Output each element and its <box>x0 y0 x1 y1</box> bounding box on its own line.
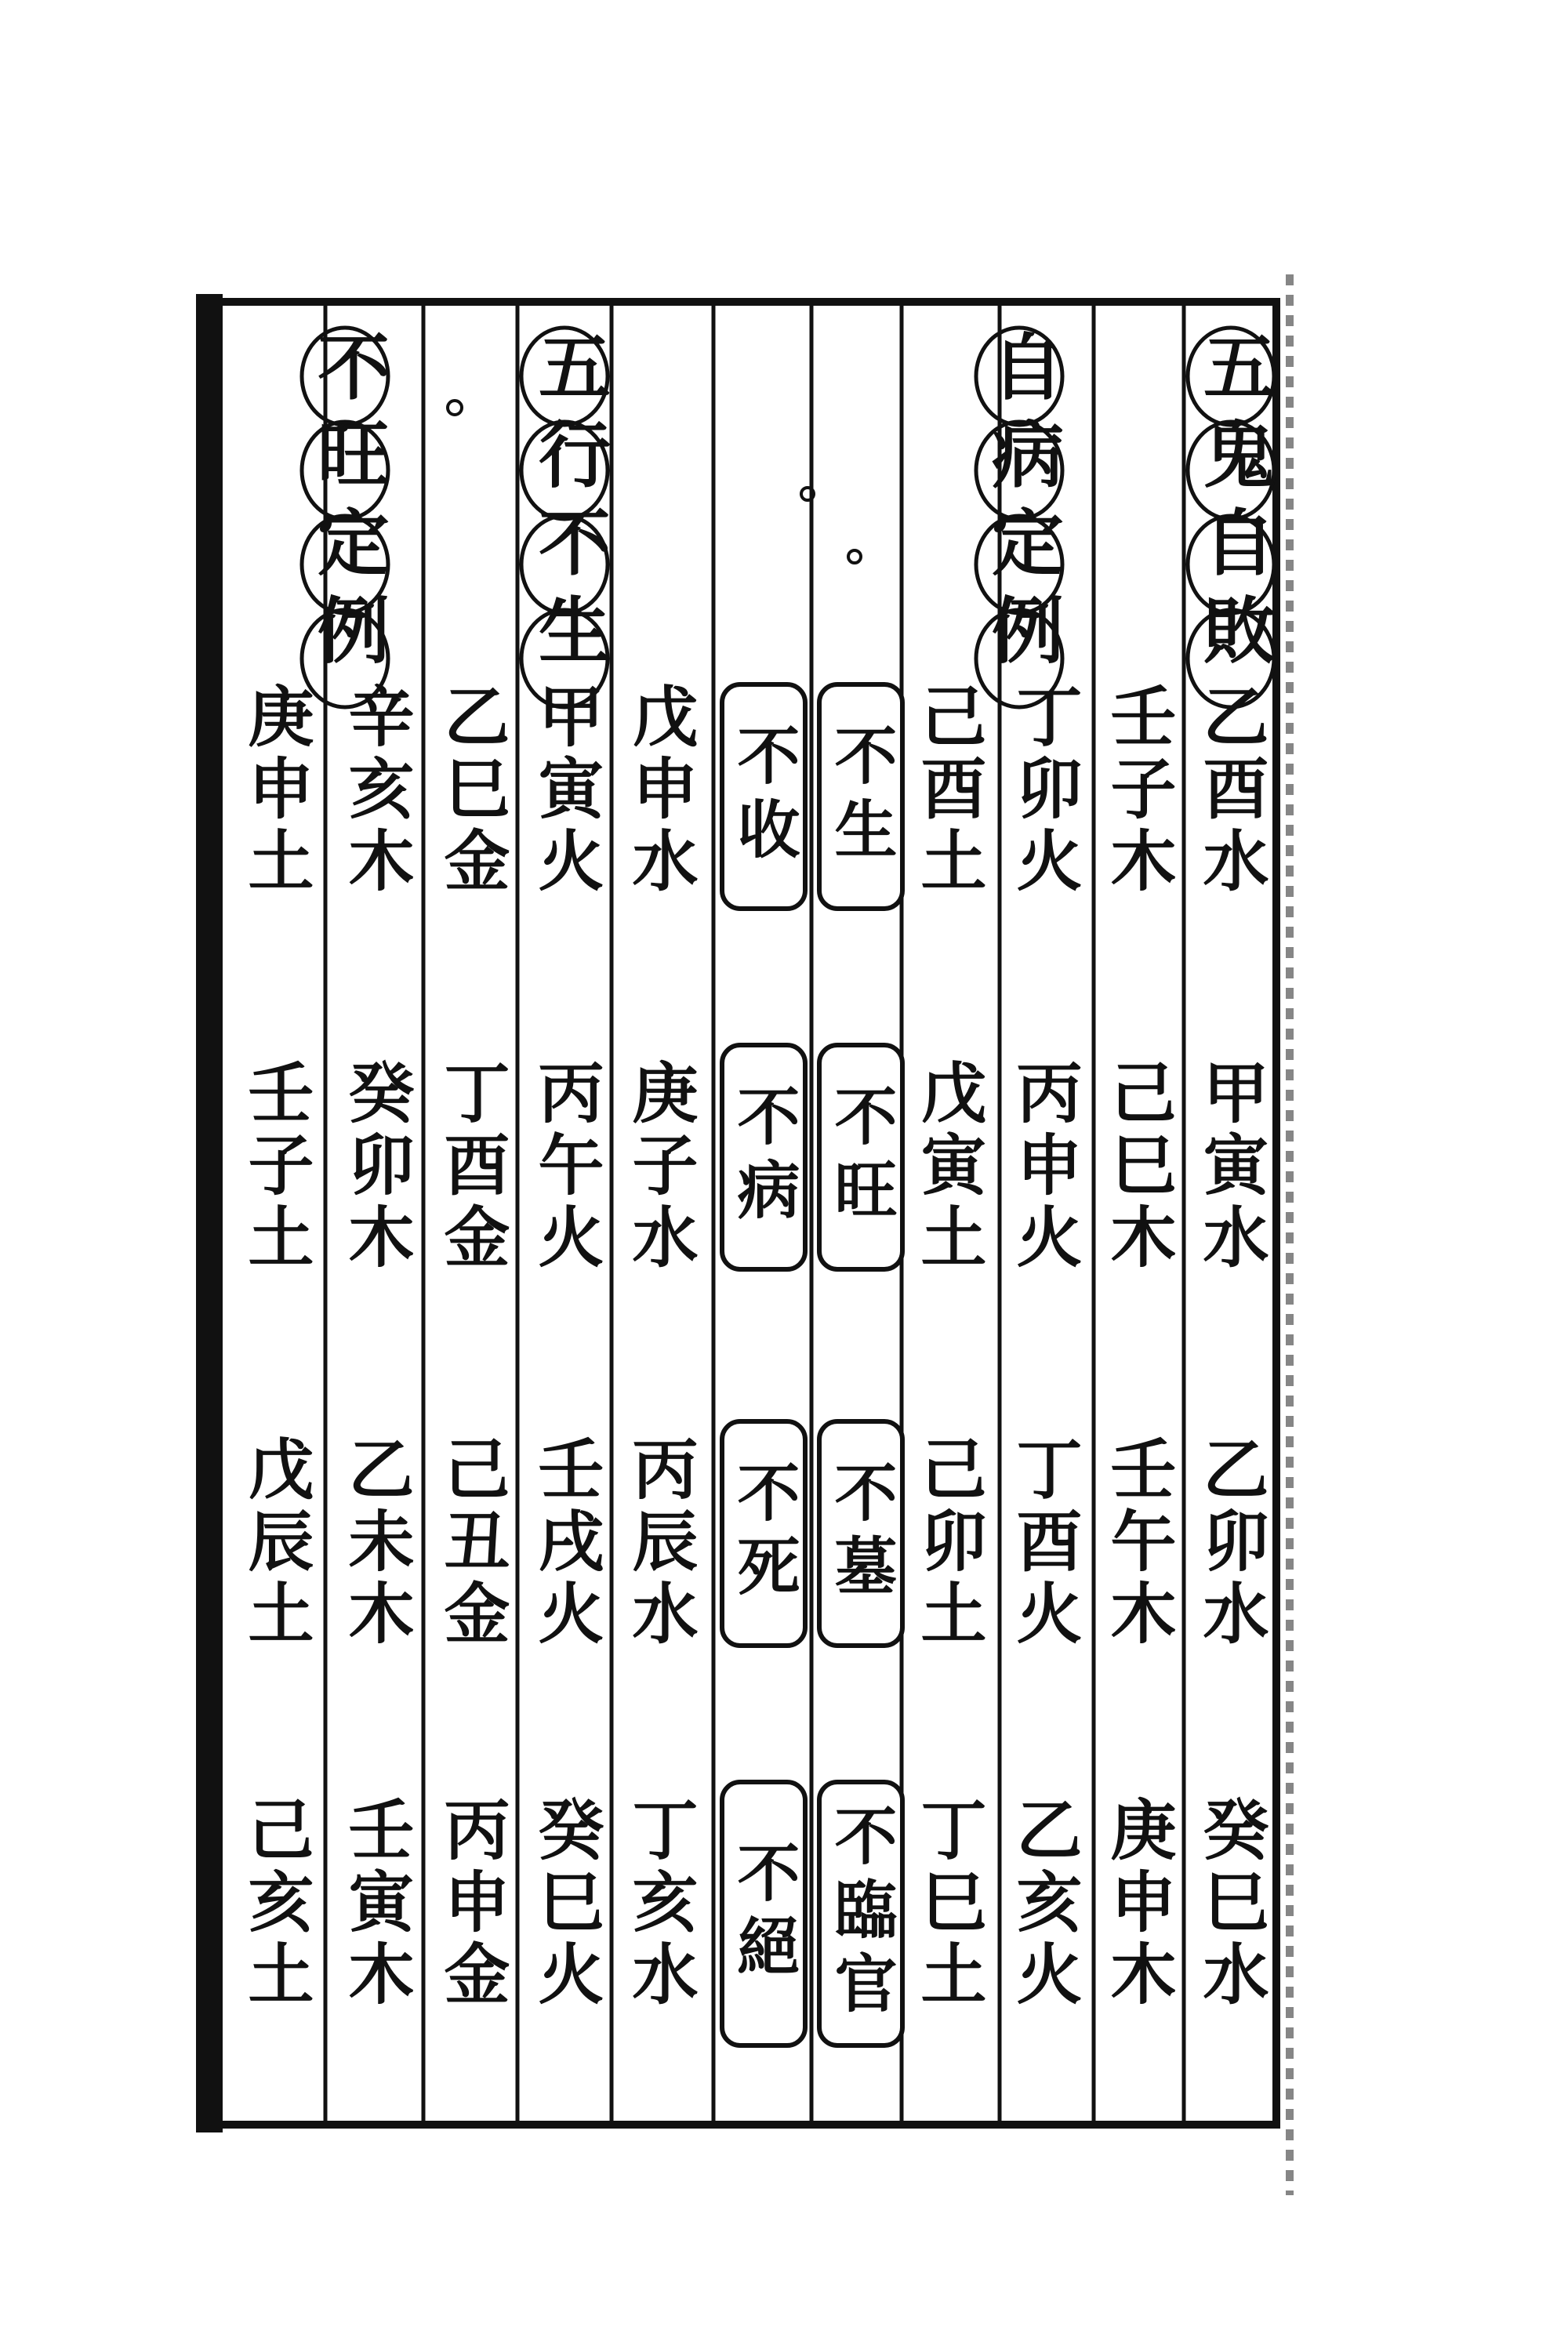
label-bu-mu: 不墓 <box>817 1419 905 1648</box>
cell: 庚申土 <box>238 682 315 898</box>
cell: 壬寅木 <box>338 1795 416 2012</box>
cell: 己卯土 <box>910 1435 988 1651</box>
label-bu-sheng: 不生 <box>817 682 905 911</box>
cell: 壬子木 <box>1100 682 1178 898</box>
cell: 丁酉火 <box>1006 1435 1083 1651</box>
cell: 丁亥水 <box>622 1795 699 2012</box>
cell: 己巳木 <box>1100 1058 1178 1275</box>
cell: 己酉土 <box>910 682 988 898</box>
cell: 戊辰土 <box>238 1435 315 1651</box>
label-bu-si: 不死 <box>720 1419 808 1648</box>
title-cartouches <box>302 328 1274 707</box>
cell: 甲寅水 <box>1192 1058 1270 1275</box>
cell: 丁卯火 <box>1006 682 1083 898</box>
cell: 庚子水 <box>622 1058 699 1275</box>
cell: 己丑金 <box>434 1435 511 1651</box>
heading-wuxing-busheng: 五行不生 <box>527 329 612 681</box>
paper-edge <box>1286 274 1294 2195</box>
heading-wugui-zibai: 五鬼自敗 <box>1192 329 1276 681</box>
cell: 丙辰水 <box>622 1435 699 1651</box>
cell: 辛亥木 <box>338 682 416 898</box>
cell: 癸卯木 <box>338 1058 416 1275</box>
cell: 丙申火 <box>1006 1058 1083 1275</box>
cell: 丁巳土 <box>910 1795 988 2012</box>
cell: 乙酉水 <box>1192 682 1270 898</box>
label-bu-jue: 不絕 <box>720 1780 808 2048</box>
cell: 乙亥火 <box>1006 1795 1083 2012</box>
cell: 丁酉金 <box>434 1058 511 1275</box>
cell: 戊寅土 <box>910 1058 988 1275</box>
label-bu-bing: 不病 <box>720 1043 808 1272</box>
cell: 甲寅火 <box>528 682 605 898</box>
cell: 乙巳金 <box>434 682 511 898</box>
heading-buwang-dingli: 不旺定例 <box>306 329 390 681</box>
cell: 庚申木 <box>1100 1795 1178 2012</box>
cell: 壬午木 <box>1100 1435 1178 1651</box>
cell: 癸巳水 <box>1192 1795 1270 2012</box>
cell: 壬戌火 <box>528 1435 605 1651</box>
cell: 己亥土 <box>238 1795 315 2012</box>
heading-zibing-dingli: 自病定例 <box>980 329 1065 681</box>
cell: 丙午火 <box>528 1058 605 1275</box>
cell: 癸巳火 <box>528 1795 605 2012</box>
cell: 戊申水 <box>622 682 699 898</box>
label-bu-linguan: 不臨官 <box>817 1780 905 2048</box>
cell: 丙申金 <box>434 1795 511 2012</box>
label-bu-shou: 不收 <box>720 682 808 911</box>
cell: 乙卯水 <box>1192 1435 1270 1651</box>
label-bu-wang: 不旺 <box>817 1043 905 1272</box>
cell: 乙未木 <box>338 1435 416 1651</box>
cell: 壬子土 <box>238 1058 315 1275</box>
